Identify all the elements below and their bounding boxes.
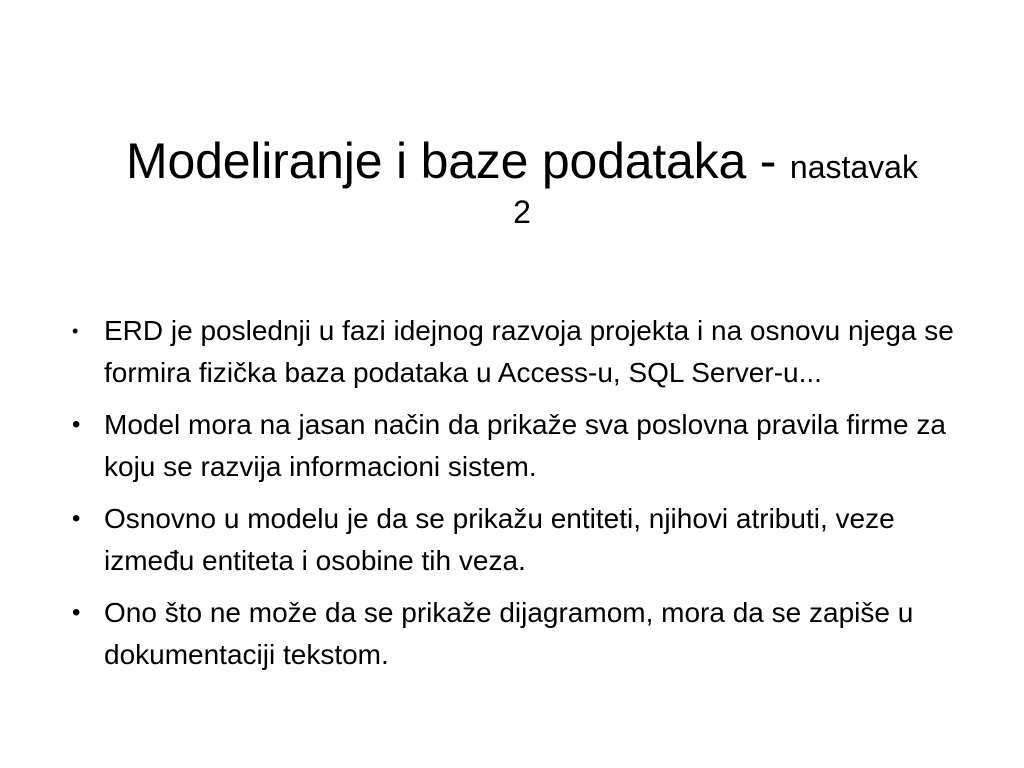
slide-title	[40, 133, 1004, 230]
bullet-marker: •	[72, 505, 81, 532]
bullet-item	[70, 498, 970, 582]
bullet-text: ERD je poslednji u fazi idejnog razvoja projekta i na osnovu njega se formira fizička baza podataka u Access-u, SQL Server-u...	[104, 315, 954, 388]
bullet-text: Model mora na jasan način da prikaže sva poslovna pravila firme za koju se razvija informacioni sistem.	[104, 409, 946, 482]
bullet-text: Ono što ne može da se prikaže dijagramom, mora da se zapiše u dokumentaciji tekstom.	[104, 597, 914, 670]
title-main-text: Modeliranje i baze podataka -	[126, 133, 790, 189]
title-number-text: 2	[513, 194, 531, 230]
bullet-item	[70, 310, 970, 394]
title-suffix-text: nastavak	[789, 149, 918, 185]
bullet-list	[70, 310, 970, 686]
bullet-item	[70, 592, 970, 676]
bullet-marker: •	[72, 599, 81, 626]
bullet-item	[70, 404, 970, 488]
bullet-marker: •	[72, 321, 79, 341]
bullet-text: Osnovno u modelu je da se prikažu entiteti, njihovi atributi, veze između entiteta i osobine tih veza.	[104, 503, 895, 576]
bullet-marker: •	[72, 411, 81, 438]
